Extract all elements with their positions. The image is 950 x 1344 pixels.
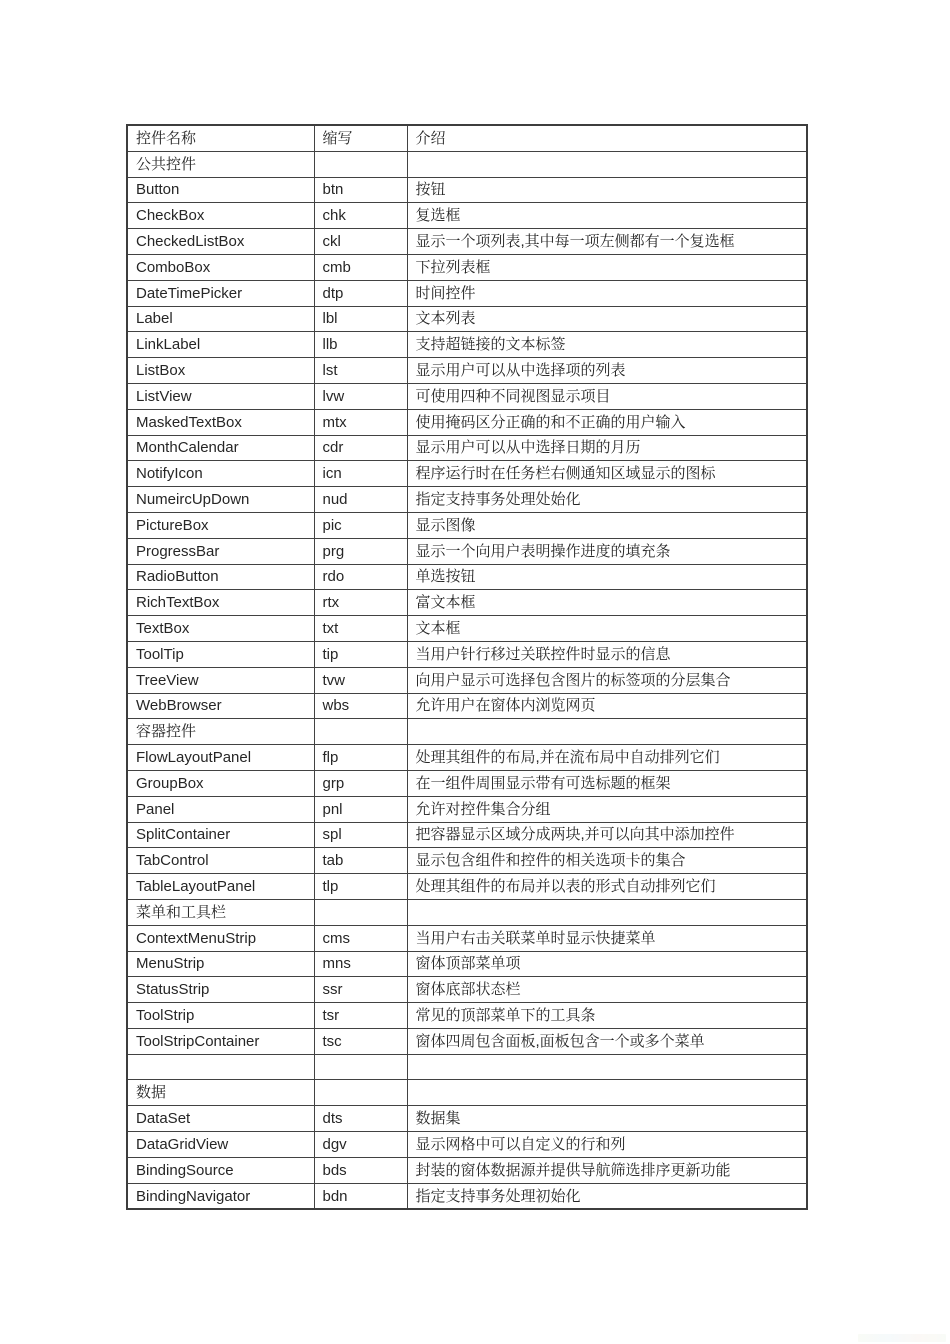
table-row [127, 332, 807, 358]
table-row [127, 874, 807, 900]
cell-abbr: mns [314, 951, 407, 977]
cell-intro: 显示图像 [407, 512, 807, 538]
cell-control-name: ComboBox [127, 254, 314, 280]
header-row [127, 125, 807, 151]
cell-control-name: 公共控件 [127, 151, 314, 177]
cell-control-name: ContextMenuStrip [127, 925, 314, 951]
table-row [127, 538, 807, 564]
table-row [127, 1157, 807, 1183]
cell-control-name: DataSet [127, 1106, 314, 1132]
cell-intro: 显示用户可以从中选择日期的月历 [407, 435, 807, 461]
cell-abbr: bds [314, 1157, 407, 1183]
cell-intro: 支持超链接的文本标签 [407, 332, 807, 358]
cell-intro: 处理其组件的布局并以表的形式自动排列它们 [407, 874, 807, 900]
cell-control-name: GroupBox [127, 770, 314, 796]
cell-abbr: icn [314, 461, 407, 487]
cell-intro: 显示一个项列表,其中每一项左侧都有一个复选框 [407, 229, 807, 255]
cell-abbr: spl [314, 822, 407, 848]
table-row [127, 487, 807, 513]
cell-intro [407, 1054, 807, 1080]
cell-abbr: lvw [314, 383, 407, 409]
cell-abbr: chk [314, 203, 407, 229]
cell-control-name: 菜单和工具栏 [127, 899, 314, 925]
column-header-intro: 介绍 [407, 125, 807, 151]
cell-intro: 允许用户在窗体内浏览网页 [407, 693, 807, 719]
cell-abbr: grp [314, 770, 407, 796]
cell-intro: 显示包含组件和控件的相关选项卡的集合 [407, 848, 807, 874]
cell-abbr: ssr [314, 977, 407, 1003]
watermark [858, 1334, 946, 1342]
cell-abbr: rdo [314, 564, 407, 590]
cell-control-name: ToolTip [127, 641, 314, 667]
cell-intro: 下拉列表框 [407, 254, 807, 280]
table-body [127, 151, 807, 1209]
cell-intro [407, 899, 807, 925]
table-row [127, 951, 807, 977]
cell-abbr [314, 151, 407, 177]
cell-control-name: RadioButton [127, 564, 314, 590]
cell-abbr: ckl [314, 229, 407, 255]
column-header-abbr: 缩写 [314, 125, 407, 151]
cell-abbr: bdn [314, 1183, 407, 1209]
cell-abbr: llb [314, 332, 407, 358]
cell-intro: 富文本框 [407, 590, 807, 616]
cell-abbr: btn [314, 177, 407, 203]
cell-control-name: TreeView [127, 667, 314, 693]
cell-intro: 当用户针行移过关联控件时显示的信息 [407, 641, 807, 667]
cell-intro: 允许对控件集合分组 [407, 796, 807, 822]
cell-control-name: LinkLabel [127, 332, 314, 358]
cell-control-name: PictureBox [127, 512, 314, 538]
cell-control-name: WebBrowser [127, 693, 314, 719]
cell-intro [407, 1080, 807, 1106]
cell-intro: 显示一个向用户表明操作进度的填充条 [407, 538, 807, 564]
table-row [127, 770, 807, 796]
cell-control-name: 容器控件 [127, 719, 314, 745]
cell-abbr: tip [314, 641, 407, 667]
cell-abbr: lst [314, 358, 407, 384]
cell-intro: 封装的窗体数据源并提供导航筛选排序更新功能 [407, 1157, 807, 1183]
cell-intro: 处理其组件的布局,并在流布局中自动排列它们 [407, 745, 807, 771]
cell-intro [407, 719, 807, 745]
table-row [127, 229, 807, 255]
cell-intro: 文本列表 [407, 306, 807, 332]
table-row [127, 616, 807, 642]
cell-control-name: BindingNavigator [127, 1183, 314, 1209]
table-row [127, 435, 807, 461]
table-row [127, 977, 807, 1003]
table-row [127, 564, 807, 590]
cell-abbr [314, 719, 407, 745]
section-row [127, 151, 807, 177]
cell-control-name: BindingSource [127, 1157, 314, 1183]
cell-intro: 复选框 [407, 203, 807, 229]
table-row [127, 177, 807, 203]
cell-control-name: TextBox [127, 616, 314, 642]
cell-control-name: DateTimePicker [127, 280, 314, 306]
cell-control-name: RichTextBox [127, 590, 314, 616]
cell-control-name: NotifyIcon [127, 461, 314, 487]
table-row [127, 254, 807, 280]
cell-control-name: Label [127, 306, 314, 332]
table-row [127, 925, 807, 951]
cell-control-name: ListBox [127, 358, 314, 384]
section-row [127, 899, 807, 925]
cell-control-name: TabControl [127, 848, 314, 874]
cell-abbr: pic [314, 512, 407, 538]
cell-intro: 按钮 [407, 177, 807, 203]
cell-abbr [314, 1054, 407, 1080]
table-row [127, 203, 807, 229]
cell-control-name: CheckBox [127, 203, 314, 229]
empty-row [127, 1054, 807, 1080]
table-row [127, 1028, 807, 1054]
table-row [127, 358, 807, 384]
cell-intro: 在一组件周围显示带有可选标题的框架 [407, 770, 807, 796]
cell-intro: 文本框 [407, 616, 807, 642]
cell-control-name: Button [127, 177, 314, 203]
cell-intro [407, 151, 807, 177]
cell-abbr: cms [314, 925, 407, 951]
cell-abbr: tsr [314, 1003, 407, 1029]
cell-control-name: StatusStrip [127, 977, 314, 1003]
table-row [127, 1132, 807, 1158]
cell-control-name: ToolStripContainer [127, 1028, 314, 1054]
cell-intro: 程序运行时在任务栏右侧通知区域显示的图标 [407, 461, 807, 487]
cell-intro: 当用户右击关联菜单时显示快捷菜单 [407, 925, 807, 951]
cell-abbr [314, 899, 407, 925]
cell-control-name: SplitContainer [127, 822, 314, 848]
table-row [127, 590, 807, 616]
table-row [127, 383, 807, 409]
cell-intro: 指定支持事务处理初始化 [407, 1183, 807, 1209]
cell-control-name: FlowLayoutPanel [127, 745, 314, 771]
cell-abbr: tlp [314, 874, 407, 900]
cell-abbr: tab [314, 848, 407, 874]
table-row [127, 796, 807, 822]
cell-control-name: MaskedTextBox [127, 409, 314, 435]
cell-control-name: ListView [127, 383, 314, 409]
controls-table [126, 124, 808, 1210]
table-row [127, 409, 807, 435]
table-row [127, 693, 807, 719]
table-row [127, 306, 807, 332]
cell-abbr: dtp [314, 280, 407, 306]
table-row [127, 745, 807, 771]
cell-abbr: prg [314, 538, 407, 564]
cell-abbr: cmb [314, 254, 407, 280]
table-row [127, 461, 807, 487]
cell-abbr: rtx [314, 590, 407, 616]
cell-abbr: txt [314, 616, 407, 642]
cell-abbr: wbs [314, 693, 407, 719]
cell-abbr: mtx [314, 409, 407, 435]
table-row [127, 280, 807, 306]
table-row [127, 1003, 807, 1029]
cell-abbr: dts [314, 1106, 407, 1132]
cell-abbr: tsc [314, 1028, 407, 1054]
table-row [127, 848, 807, 874]
cell-control-name [127, 1054, 314, 1080]
cell-intro: 指定支持事务处理处始化 [407, 487, 807, 513]
cell-abbr: lbl [314, 306, 407, 332]
cell-intro: 显示用户可以从中选择项的列表 [407, 358, 807, 384]
cell-control-name: CheckedListBox [127, 229, 314, 255]
column-header-control-name: 控件名称 [127, 125, 314, 151]
cell-intro: 向用户显示可选择包含图片的标签项的分层集合 [407, 667, 807, 693]
cell-intro: 使用掩码区分正确的和不正确的用户输入 [407, 409, 807, 435]
cell-control-name: NumeircUpDown [127, 487, 314, 513]
cell-control-name: ToolStrip [127, 1003, 314, 1029]
cell-intro: 窗体四周包含面板,面板包含一个或多个菜单 [407, 1028, 807, 1054]
cell-intro: 可使用四种不同视图显示项目 [407, 383, 807, 409]
cell-abbr: cdr [314, 435, 407, 461]
cell-control-name: MonthCalendar [127, 435, 314, 461]
section-row [127, 1080, 807, 1106]
cell-intro: 窗体顶部菜单项 [407, 951, 807, 977]
cell-control-name: 数据 [127, 1080, 314, 1106]
cell-abbr: flp [314, 745, 407, 771]
cell-abbr: tvw [314, 667, 407, 693]
table-row [127, 822, 807, 848]
cell-intro: 常见的顶部菜单下的工具条 [407, 1003, 807, 1029]
cell-abbr: dgv [314, 1132, 407, 1158]
table-row [127, 641, 807, 667]
cell-control-name: MenuStrip [127, 951, 314, 977]
cell-intro: 数据集 [407, 1106, 807, 1132]
cell-abbr [314, 1080, 407, 1106]
section-row [127, 719, 807, 745]
table-row [127, 1183, 807, 1209]
cell-intro: 显示网格中可以自定义的行和列 [407, 1132, 807, 1158]
table-row [127, 667, 807, 693]
table-row [127, 512, 807, 538]
cell-control-name: Panel [127, 796, 314, 822]
cell-intro: 窗体底部状态栏 [407, 977, 807, 1003]
table-row [127, 1106, 807, 1132]
cell-control-name: TableLayoutPanel [127, 874, 314, 900]
cell-abbr: pnl [314, 796, 407, 822]
cell-abbr: nud [314, 487, 407, 513]
cell-control-name: ProgressBar [127, 538, 314, 564]
cell-intro: 时间控件 [407, 280, 807, 306]
cell-intro: 单选按钮 [407, 564, 807, 590]
cell-control-name: DataGridView [127, 1132, 314, 1158]
cell-intro: 把容器显示区域分成两块,并可以向其中添加控件 [407, 822, 807, 848]
